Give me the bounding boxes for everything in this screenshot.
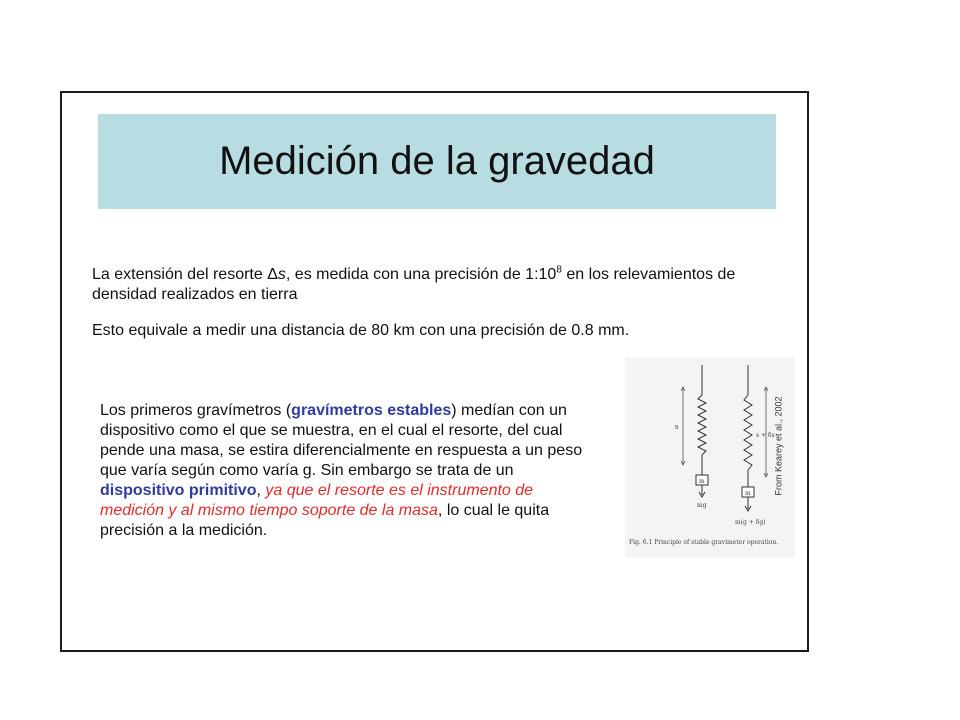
label-s-ds: s + δs xyxy=(756,432,775,439)
slide-title: Medición de la gravedad xyxy=(219,139,655,183)
p3-bold-stable-gravimeters: gravímetros estables xyxy=(291,402,452,419)
p1-superscript: 8 xyxy=(556,264,562,276)
p1-end: en los relevamientos de densidad realizados en tierra xyxy=(92,266,736,303)
figure-caption: Fig. 6.1 Principle of stable gravimeter operation. xyxy=(629,539,779,546)
p3-text-1: Los primeros gravímetros ( xyxy=(100,402,292,419)
mass-left-label: m xyxy=(699,478,705,485)
slide xyxy=(60,91,809,652)
p1-before: La extensión del resorte Δ xyxy=(92,266,278,283)
p1-after: , es medida con una precisión de 1:10 xyxy=(285,266,557,283)
title-banner xyxy=(98,114,776,209)
p3-bold-primitive-device: dispositivo primitivo xyxy=(100,482,257,499)
paragraph-stable-gravimeters xyxy=(100,401,600,541)
p3-red-italic: ya que el resorte es el instrumento de medición y al mismo tiempo soporte de la masa xyxy=(100,482,534,519)
label-s: s xyxy=(675,423,679,431)
paragraph-distance-equivalence: Esto equivale a medir una distancia de 80 km con una precisión de 0.8 mm. xyxy=(92,322,630,339)
gravimeter-figure xyxy=(625,357,795,557)
mass-right-label: m xyxy=(745,490,751,497)
credit-text: From Kearey et al., 2002 xyxy=(774,396,784,496)
p1-italic-s: s xyxy=(277,266,286,283)
force-right-label: m(g + δg) xyxy=(735,519,766,526)
p3-text-3: , xyxy=(256,482,266,499)
force-left-label: mg xyxy=(697,502,707,509)
paragraph-spring-extension xyxy=(92,265,742,305)
figure-credit xyxy=(771,371,787,521)
p3-text-4: , lo cual le quita precisión a la medición. xyxy=(100,502,550,539)
spring-diagram xyxy=(625,357,795,557)
p3-text-2: ) medían con un dispositivo como el que se muestra, en el cual el resorte, del cual pende una masa, se estira diferencialmente en respuesta a un peso que varía según como varía g. Sin embargo se trata de un xyxy=(100,402,583,479)
